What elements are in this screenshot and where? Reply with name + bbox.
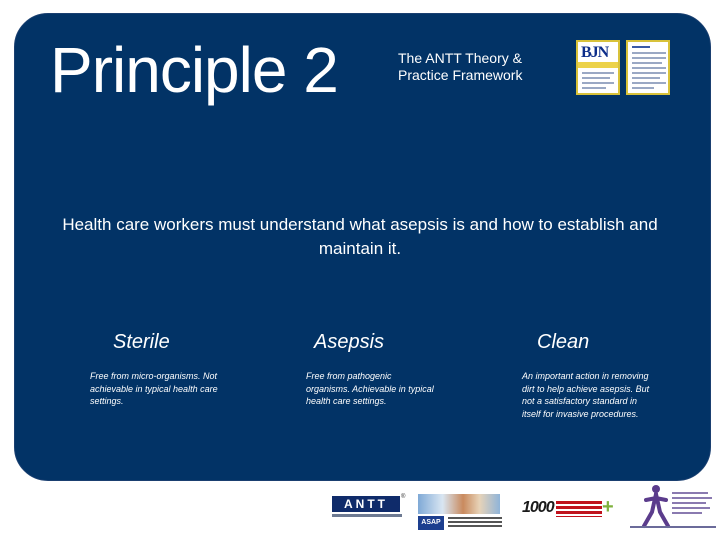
column-clean <box>522 330 672 419</box>
journal-page-icon <box>626 40 670 95</box>
slide-title: Principle 2 <box>50 34 338 106</box>
column-description: An important action in removing dirt to help achieve asepsis. But not a satisfactory standard in itself for invasive procedures. <box>522 371 650 419</box>
1000-lives-logo-icon: 1000 + <box>522 496 614 518</box>
column-heading: Sterile <box>113 331 170 353</box>
principle-statement: Health care workers must understand what asepsis is and how to establish and maintain it. <box>62 215 658 258</box>
nhs-wales-logo-icon <box>630 482 718 532</box>
bjn-logo-text: BJN <box>581 44 609 61</box>
bjn-journal-cover-icon <box>576 40 620 95</box>
slide-subtitle: The ANTT Theory & Practice Framework <box>398 50 523 83</box>
antt-logo-text: ANTT <box>332 496 400 512</box>
column-sterile <box>90 330 240 406</box>
column-asepsis <box>306 330 466 406</box>
column-heading: Clean <box>537 331 590 353</box>
asap-logo-text: ASAP <box>418 516 444 530</box>
antt-logo-icon: ANTT ® <box>332 496 406 520</box>
asap-logo-icon <box>418 494 502 534</box>
column-description: Free from pathogenic organisms. Achievable in typical health care settings. <box>306 371 434 406</box>
column-description: Free from micro-organisms. Not achievable in typical health care settings. <box>90 371 218 406</box>
column-heading: Asepsis <box>314 331 385 353</box>
1000-lives-logo-text: 1000 <box>522 499 554 516</box>
